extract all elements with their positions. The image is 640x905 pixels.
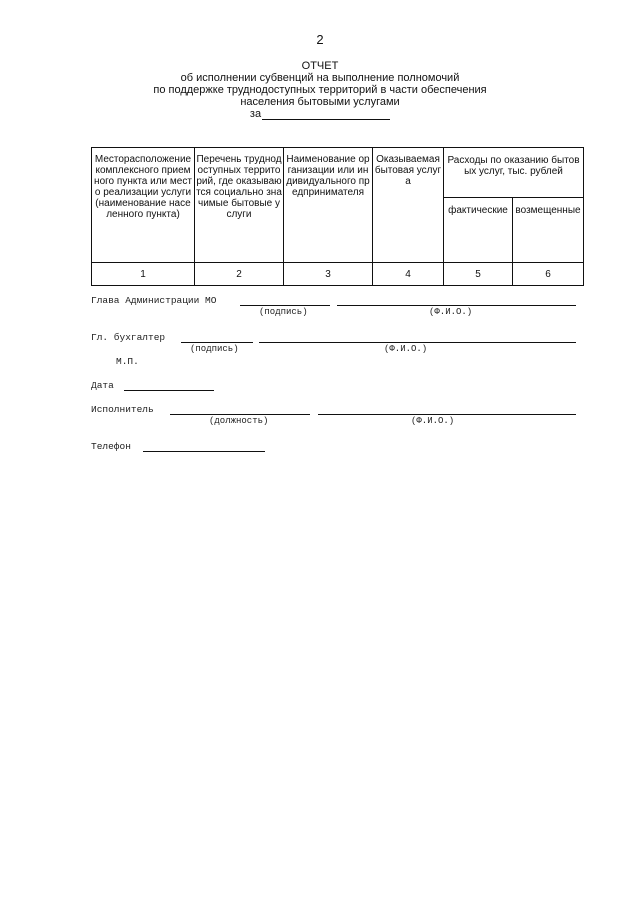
report-period: [0, 108, 640, 120]
head-signature-blank[interactable]: [240, 305, 330, 306]
report-subtitle-line-2: по поддержке труднодоступных территорий в части обеспечения: [153, 84, 487, 96]
executor-position-hint: (должность): [209, 416, 269, 426]
phone-label: Телефон: [91, 441, 131, 452]
column-group-expenses: Расходы по оказанию бытовых услуг, тыс. рублей: [444, 148, 584, 198]
head-fio-blank[interactable]: [337, 305, 576, 306]
report-table: [91, 147, 584, 286]
column-header-territories: Перечень труднодоступных территорий, где оказываются социально значимые бытовые услуги: [195, 148, 284, 263]
accountant-signature-hint: (подпись): [190, 344, 239, 354]
accountant-fio-hint: (Ф.И.О.): [384, 344, 428, 354]
column-header-actual: фактические: [444, 198, 513, 263]
date-blank[interactable]: [124, 390, 214, 391]
column-number: 2: [195, 263, 284, 286]
head-fio-hint: (Ф.И.О.): [429, 307, 473, 317]
page-number: 2: [316, 32, 324, 47]
head-label: Глава Администрации МО: [91, 295, 217, 306]
date-label: Дата: [91, 380, 114, 391]
report-header: [0, 60, 640, 120]
phone-blank[interactable]: [143, 451, 265, 452]
column-number: 6: [513, 263, 584, 286]
column-header-organization: Наименование организации или индивидуального предпринимателя: [284, 148, 373, 263]
period-prefix: за: [249, 108, 262, 120]
head-signature-hint: (подпись): [259, 307, 308, 317]
column-number: 4: [373, 263, 444, 286]
executor-label: Исполнитель: [91, 404, 154, 415]
column-number: 3: [284, 263, 373, 286]
period-blank[interactable]: [262, 108, 390, 120]
report-subtitle-line-1: об исполнении субвенций на выполнение полномочий: [180, 72, 460, 84]
executor-fio-blank[interactable]: [318, 414, 576, 415]
accountant-signature-blank[interactable]: [181, 342, 253, 343]
executor-fio-hint: (Ф.И.О.): [411, 416, 455, 426]
accountant-fio-blank[interactable]: [259, 342, 576, 343]
column-header-location: Месторасположение комплексного приемного пункта или место реализации услуги (наименование населенного пункта): [92, 148, 195, 263]
executor-position-blank[interactable]: [170, 414, 310, 415]
column-header-service: Оказываемая бытовая услуга: [373, 148, 444, 263]
accountant-label: Гл. бухгалтер: [91, 332, 166, 343]
report-title: ОТЧЕТ: [301, 60, 339, 72]
column-number: 5: [444, 263, 513, 286]
stamp-place: М.П.: [116, 356, 139, 367]
column-number: 1: [92, 263, 195, 286]
report-subtitle-line-3: населения бытовыми услугами: [240, 96, 400, 108]
column-numbers-row: [92, 263, 584, 286]
column-header-reimbursed: возмещенные: [513, 198, 584, 263]
